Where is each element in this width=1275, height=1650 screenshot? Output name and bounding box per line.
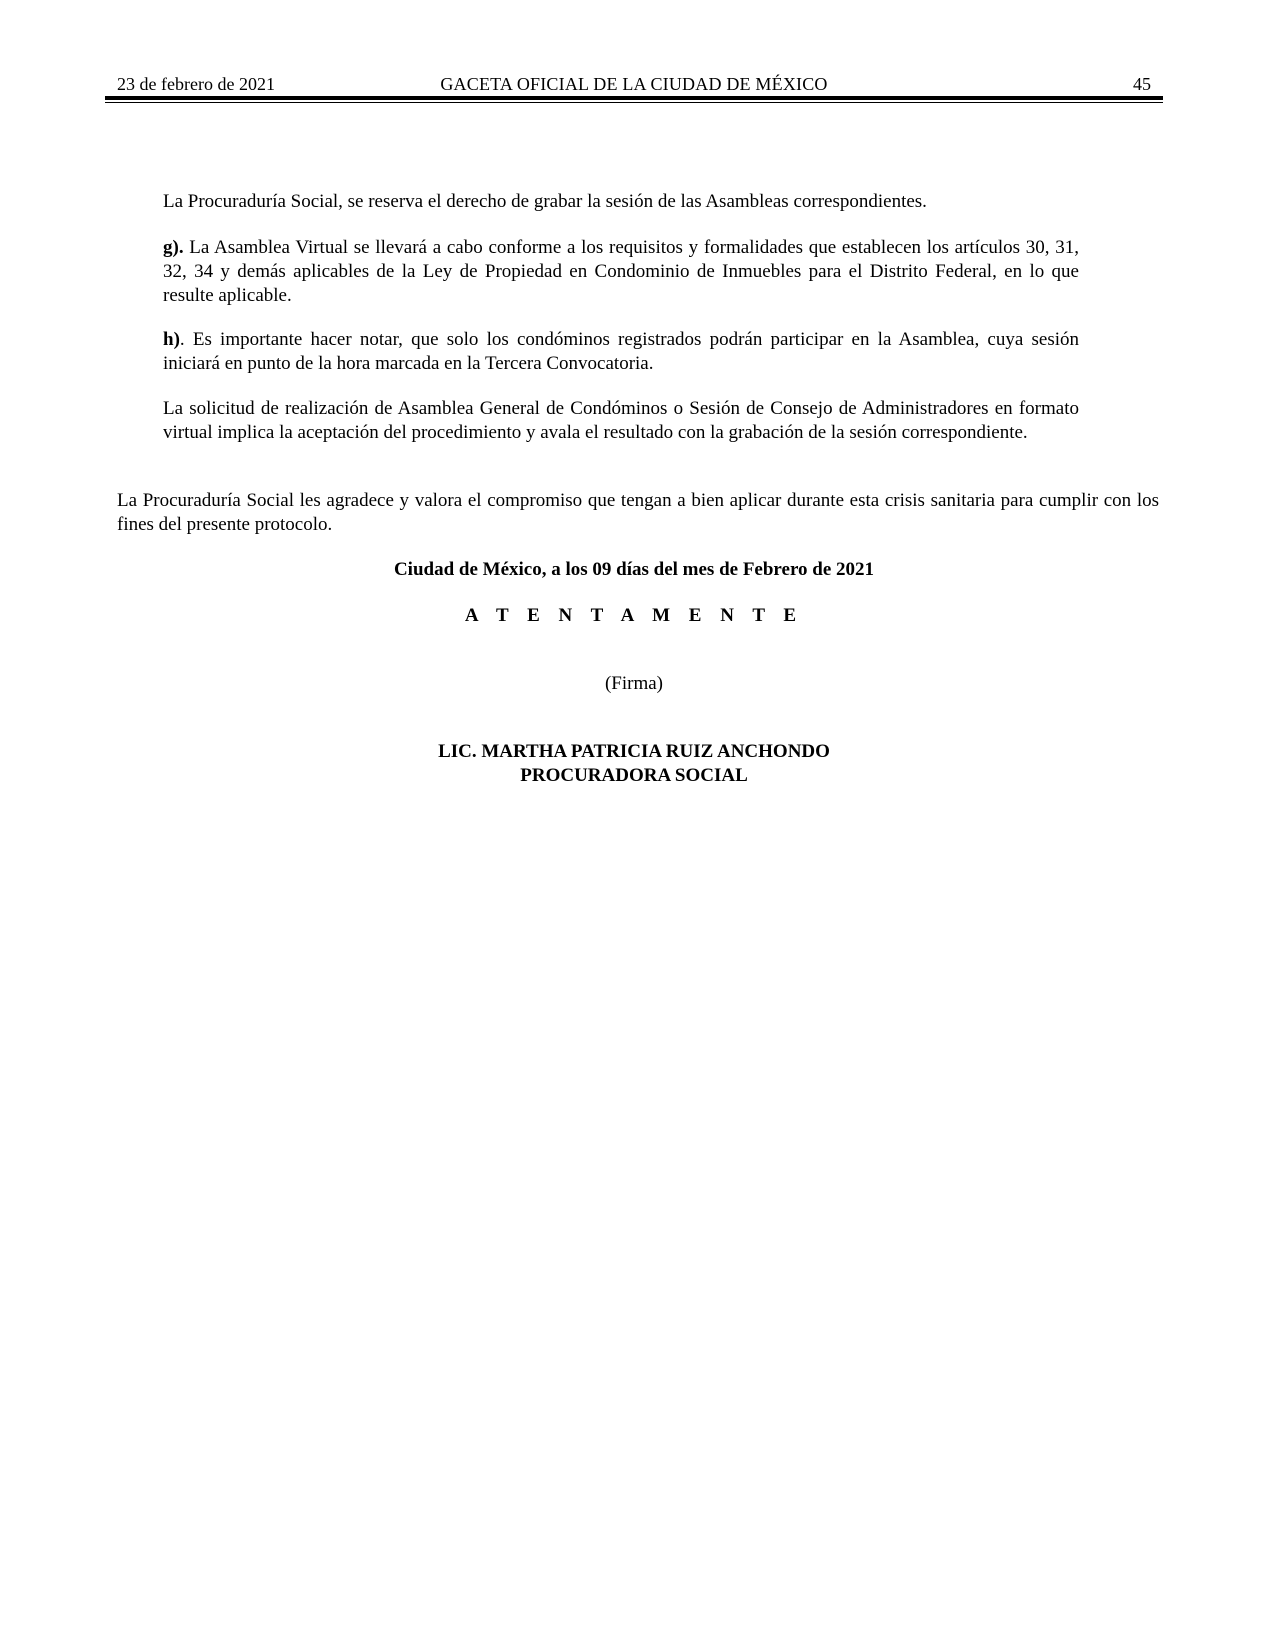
page-header bbox=[105, 74, 1163, 98]
page-number: 45 bbox=[1133, 74, 1151, 94]
header-rule-thin bbox=[105, 102, 1163, 103]
item-label-g: g). bbox=[163, 237, 184, 258]
item-text-h: . Es importante hacer notar, que solo los condóminos registrados podrán participar en la Asamblea, cuya sesión iniciará en punto de la hora marcada en la Tercera Convocatoria. bbox=[163, 329, 1079, 374]
signature: (Firma) bbox=[604, 673, 664, 694]
paragraph-solicitud: La solicitud de realización de Asamblea General de Condóminos o Sesión de Consejo de Administradores en formato virtual implica la aceptación del procedimiento y avala el resultado con la grabación de la sesión correspondiente. bbox=[163, 398, 1079, 443]
header-rule-thick bbox=[105, 96, 1163, 100]
item-text-g: La Asamblea Virtual se llevará a cabo conforme a los requisitos y formalidades que establecen los artículos 30, 31, 32, 34 y demás aplicables de la Ley de Propiedad en Condominio de Inmuebles para el Distrito Federal, en lo que resulte aplicable. bbox=[163, 237, 1079, 306]
salutation: A T E N T A M E N T E bbox=[464, 605, 804, 626]
item-label-h: h) bbox=[163, 329, 180, 350]
signer-name: LIC. MARTHA PATRICIA RUIZ ANCHONDO bbox=[438, 741, 830, 762]
header-title: GACETA OFICIAL DE LA CIUDAD DE MÉXICO bbox=[440, 74, 828, 94]
paragraph-h bbox=[163, 328, 1079, 376]
paragraph-grabacion: La Procuraduría Social, se reserva el derecho de grabar la sesión de las Asambleas correspondientes. bbox=[163, 191, 927, 212]
header-date: 23 de febrero de 2021 bbox=[117, 74, 275, 94]
place-and-date: Ciudad de México, a los 09 días del mes de Febrero de 2021 bbox=[393, 559, 875, 580]
signer-title: PROCURADORA SOCIAL bbox=[520, 765, 748, 786]
paragraph-agradecimiento: La Procuraduría Social les agradece y valora el compromiso que tengan a bien aplicar durante esta crisis sanitaria para cumplir con los fines del presente protocolo. bbox=[117, 490, 1159, 535]
paragraph-g bbox=[163, 236, 1079, 308]
